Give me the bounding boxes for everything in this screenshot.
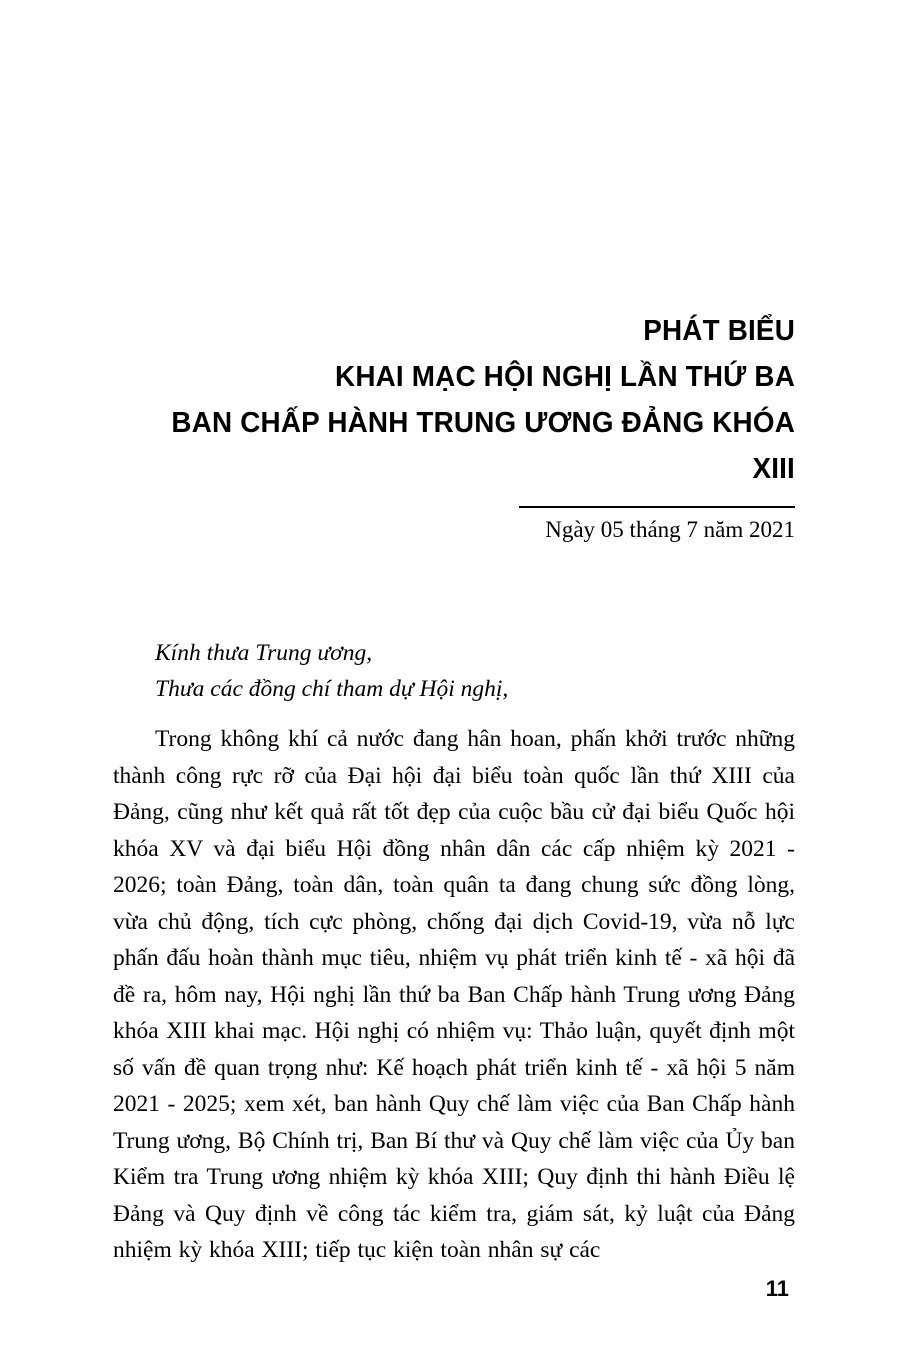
speech-title-line-3: BAN CHẤP HÀNH TRUNG ƯƠNG ĐẢNG KHÓA XIII [171, 407, 795, 485]
speech-date: Ngày 05 tháng 7 năm 2021 [519, 506, 795, 543]
page-content [113, 0, 795, 1269]
date-wrapper [113, 506, 795, 543]
speech-title-line-2: KHAI MẠC HỘI NGHỊ LẦN THỨ BA [335, 361, 795, 393]
page-number: 11 [765, 1276, 789, 1301]
salutation-line-2: Thưa các đồng chí tham dự Hội nghị, [155, 676, 509, 702]
speech-body-paragraph: Trong không khí cả nước đang hân hoan, phấn khởi trước những thành công rực rỡ của Đại hội đại biểu toàn quốc lần thứ XIII của Đảng, cũng như kết quả rất tốt đẹp của cuộc bầu cử đại biểu Quốc hội khóa XV và đại biểu Hội đồng nhân dân các cấp nhiệm kỳ 2021 - 2026; toàn Đảng, toàn dân, toàn quân ta đang chung sức đồng lòng, vừa chủ động, tích cực phòng, chống đại dịch Covid-19, vừa nỗ lực phấn đấu hoàn thành mục tiêu, nhiệm vụ phát triển kinh tế - xã hội đã đề ra, hôm nay, Hội nghị lần thứ ba Ban Chấp hành Trung ương Đảng khóa XIII khai mạc. Hội nghị có nhiệm vụ: Thảo luận, quyết định một số vấn đề quan trọng như: Kế hoạch phát triển kinh tế - xã hội 5 năm 2021 - 2025; xem xét, ban hành Quy chế làm việc của Ban Chấp hành Trung ương, Bộ Chính trị, Ban Bí thư và Quy chế làm việc của Ủy ban Kiểm tra Trung ương nhiệm kỳ khóa XIII; Quy định thi hành Điều lệ Đảng và Quy định về công tác kiểm tra, giám sát, kỷ luật của Đảng nhiệm kỳ khóa XIII; tiếp tục kiện toàn nhân sự các [113, 726, 795, 1263]
speech-title [140, 308, 795, 492]
salutation-line-1: Kính thưa Trung ương, [155, 640, 373, 666]
speech-title-line-1: PHÁT BIỂU [643, 315, 795, 347]
salutation-block [155, 635, 795, 707]
